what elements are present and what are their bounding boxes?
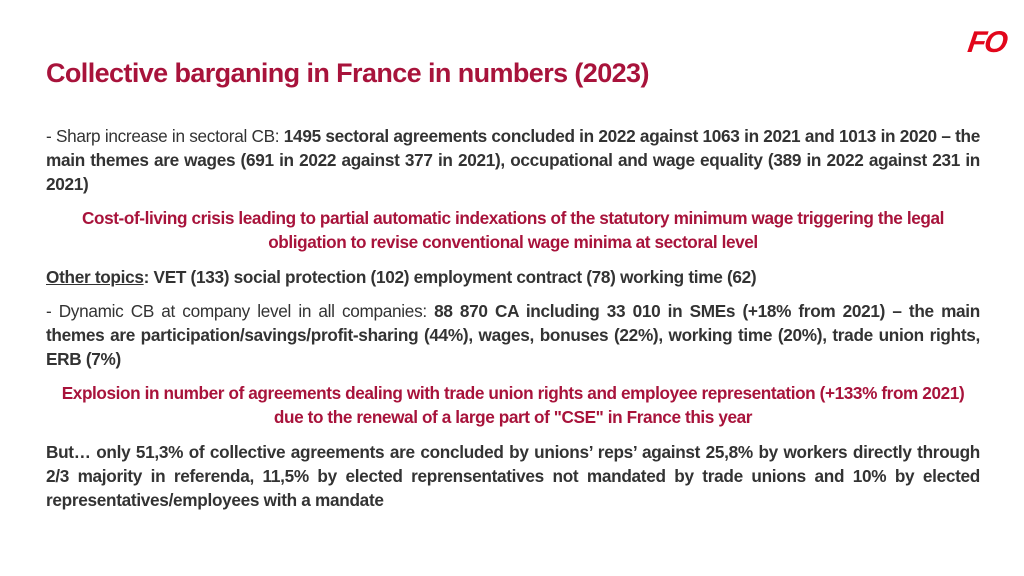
- other-topics-paragraph: [46, 265, 980, 289]
- trade-union-rights-highlight: Explosion in number of agreements dealing with trade union rights and employee representation (+133% from 2021) due to the renewal of a large part of "CSE" in France this year: [61, 383, 965, 427]
- page-title: Collective barganing in France in numbers (2023): [46, 58, 649, 88]
- company-cb-lead: - Dynamic CB at company level in all companies:: [46, 301, 427, 321]
- sectoral-cb-body: 1495 sectoral agreements concluded in 2022 against 1063 in 2021 and 1013 in 2020 – the main themes are wages (691 in 2022 against 377 in 2021), occupational and wage equality (389 in 2022 against 231 in 2021): [46, 126, 980, 194]
- agreements-concluded-paragraph: But… only 51,3% of collective agreements are concluded by unions’ reps’ against 25,8% by workers directly through 2/3 majority in referenda, 11,5% by elected reprensentatives not mandated by trade unions and 10% by elected representatives/employees with a mandate: [46, 442, 980, 510]
- company-cb-paragraph: [46, 299, 980, 371]
- company-cb-body: 88 870 CA including 33 010 in SMEs (+18% from 2021) – the main themes are participation/savings/profit-sharing (44%), wages, bonuses (22%), working time (20%), trade union rights, ERB (7%): [46, 301, 980, 369]
- other-topics-text: : VET (133) social protection (102) employment contract (78) working time (62): [143, 267, 757, 287]
- sectoral-cb-lead: - Sharp increase in sectoral CB:: [46, 126, 280, 146]
- fo-logo: FO: [966, 26, 1009, 59]
- slide-content: [46, 124, 980, 522]
- cost-of-living-highlight: Cost-of-living crisis leading to partial automatic indexations of the statutory minimum wage triggering the legal obligation to revise conventional wage minima at sectoral level: [81, 208, 945, 252]
- other-topics-label: Other topics: [46, 267, 144, 287]
- sectoral-cb-paragraph: [46, 124, 980, 196]
